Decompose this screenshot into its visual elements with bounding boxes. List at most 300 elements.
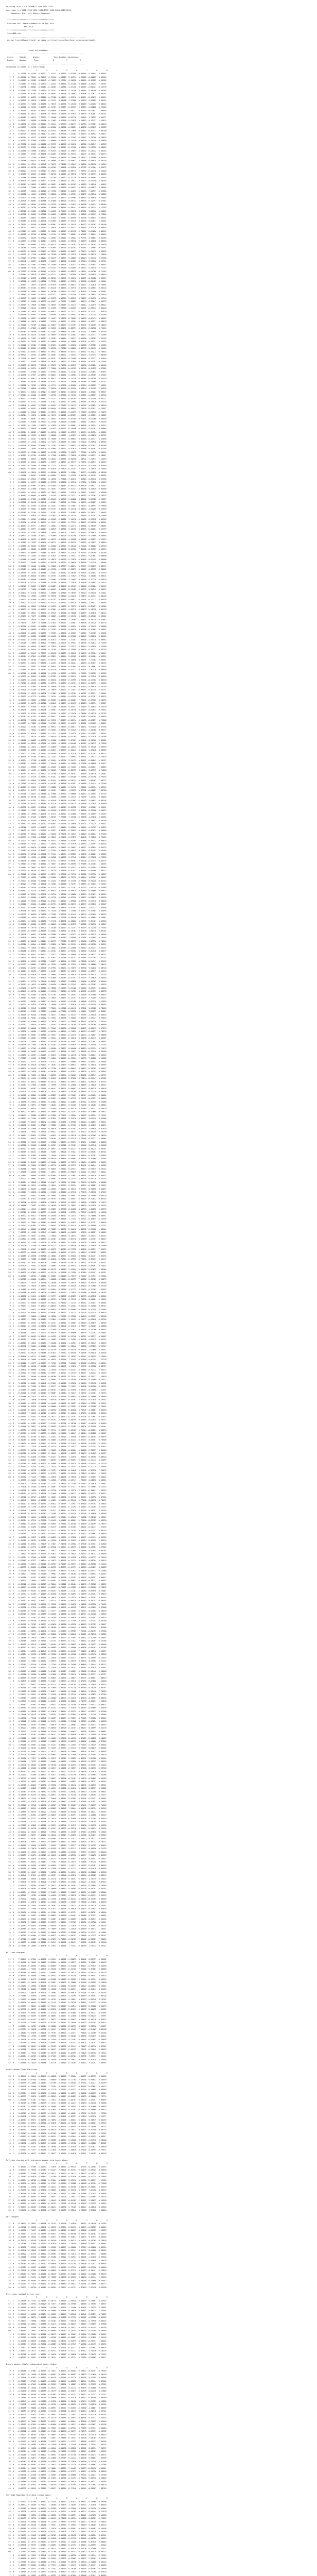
listing-line: 6 H 9.78361 7.46999 -0.96790 -0.28980 5.83779 0.93678 0.42353 -0.70907 -0.06595 xyxy=(6,1697,107,1699)
listing-line: 10 C -0.04733 5.74606 0.90158 2.70319 -0.11948 9.45456 0.30463 5.01252 0.00446 xyxy=(6,103,107,105)
listing-line: 18 C 0.53320 -7.96931 -0.86986 6.35408 6.32442 1.82973 -0.61423 -0.40115 0.99506 xyxy=(6,933,107,936)
listing-line: 26 H 0.29746 8.60340 0.48289 0.96758 -4.01646 0.02954 0.50806 -0.57104 0.22435 xyxy=(6,1764,107,1766)
listing-line: 26 C -0.90110 5.25977 -4.68759 -9.71725 0.07881 7.81602 0.49468 -0.60910 -6.53224 xyxy=(6,1362,107,1364)
listing-line: 21 C 7.93047 0.37341 -0.49272 0.29341 0.08982 -9.30633 -0.89142 0.09937 -0.94262 xyxy=(6,1958,107,1960)
listing-line: 22 C 6.56070 -0.28311 0.60281 0.37557 -8.66084 2.35888 -0.14568 -0.13424 0.72668 xyxy=(6,2182,107,2184)
listing-line: 7 C 0.67575 5.42121 -4.33068 0.81191 0.37581 -0.38332 0.70733 -4.75677 -1.29878 xyxy=(6,1700,107,1702)
listing-line: 18 C 5.21879 0.40163 -0.53549 -0.41295 5.71742 -0.29748 6.33711 -0.38777 -0.96687 xyxy=(6,1335,107,1337)
listing-line: 5 H -0.80802 -5.32176 0.58111 -9.99014 0.67806 -0.66675 -0.31964 0.98089 -0.06632 xyxy=(6,890,107,892)
listing-line: 28 C 0.17474 4.39266 7.51115 -0.49465 0.13407 -6.71365 5.95216 -0.85631 1.09859 xyxy=(6,766,107,768)
listing-line: 7 C 3.81507 -0.29533 0.26035 -4.45293 0.79763 -0.87509 -8.46168 -1.27941 0.85983 xyxy=(6,2574,107,2576)
listing-line: 13 C 0.83485 0.16419 0.42974 -6.40098 -0.27990 -0.46496 -0.35579 0.59084 8.44041 xyxy=(6,917,107,919)
listing-line: 7 C -9.57999 6.61463 -0.70879 -0.89591 -0.02336 -0.28867 -4.07896 -0.72671 -9.98191 xyxy=(6,93,107,95)
listing-line: 33 H -0.99420 0.24049 -0.37873 8.02461 0.30976 -0.29812 -0.75273 -0.64150 -4.58256 xyxy=(6,180,107,182)
listing-line: 53 C 8.74288 5.32845 6.58479 -5.01895 -5.53215 -0.63383 -3.41041 1.19985 0.52957 xyxy=(6,247,107,249)
listing-line: 4 H -8.00154 0.52610 9.36711 -9.51029 -1.49468 9.21639 -0.00931 -0.17689 4.43604 xyxy=(6,1891,107,1893)
listing-line: 17 H 0.40011 -4.47505 -5.31747 1.72076 0.50347 -0.99435 1.47745 -0.11962 0.52453 xyxy=(6,2165,107,2168)
listing-line: 7 C 0.45147 -2.50060 -5.33891 0.21726 9.91041 -0.63230 -9.24357 0.88029 8.06336 xyxy=(6,896,107,899)
listing-line: 24 C -0.72539 0.79016 0.97032 0.58052 -3.54544 -9.95370 -0.79875 7.04458 -0.53513 xyxy=(6,2189,107,2191)
listing-line: 31 C -7.55221 5.30907 0.82732 3.06867 0.84608 0.24744 -2.05118 -0.85726 0.53792 xyxy=(6,1178,107,1180)
listing-line: 60 C 0.88819 0.55189 -2.30916 0.63855 0.51830 -4.18827 -2.96279 0.68841 -1.80813 xyxy=(6,1676,107,1679)
listing-line: 10 H 0.66605 -0.28548 -8.19307 -0.31816 2.05624 0.33229 -0.20977 -0.65513 -0.97908 xyxy=(6,1710,107,1713)
listing-line: 1 2 3 4 5 6 7 8 9 xyxy=(6,2296,108,2298)
listing-line: 39 C -0.57532 -0.01347 0.99077 -1.30513 -6.85948 8.30633 -3.70893 8.45276 -9.03575 xyxy=(6,2018,107,2021)
listing-line: 50 H -0.92517 0.57459 -0.48388 -0.32913 2.76955 -1.31361 -1.96056 2.55710 -0.89952 xyxy=(6,638,107,641)
listing-line: 41 C 0.80711 1.57022 0.78883 -1.61668 -0.77186 0.29930 -0.26007 7.81199 -0.80821 xyxy=(6,1010,107,1012)
listing-line: 14 C -9.29184 -3.53961 6.88340 0.44463 -6.90021 7.16478 -0.64451 0.73318 0.05943 xyxy=(6,518,107,520)
listing-line: 26 C 0.31084 8.98405 -6.39540 3.88357 -5.11728 -1.29921 6.69582 5.04064 0.36118 xyxy=(6,2196,107,2198)
listing-line: 59 C 8.22488 -0.59920 2.98037 0.87223 -7.03781 -5.53455 -8.74323 -0.38243 5.76535 xyxy=(6,1472,107,1475)
listing-line: 14 H -0.86900 -0.18266 -3.62586 8.38152 -1.85391 -0.01115 0.82339 -0.42886 -0.32483 xyxy=(6,2386,107,2389)
listing-line: 9 H 0.59984 0.25428 -0.93338 0.32242 -4.73757 3.57639 -6.40183 -0.99809 -7.65458 xyxy=(6,1707,107,1709)
listing-line: 33 C 3.19590 -1.74117 4.41229 -4.02272 -0.01326 -0.88557 0.19068 0.35129 2.13555 xyxy=(6,2229,107,2231)
listing-line: 29 H 0.22141 1.51569 -0.48823 0.32671 -0.56412 -0.61750 0.63571 -8.53884 -7.65286 xyxy=(6,1774,107,1776)
listing-line: 3 C 0.94176 -2.49477 -8.50180 -0.53936 -4.03438 6.19316 6.27666 9.79638 -0.15193 xyxy=(6,481,107,483)
listing-line: 4 H 0.03369 -0.33141 -0.42697 -0.52459 0.14117 -0.40501 0.67639 -0.71433 -1.79338 xyxy=(6,2112,107,2114)
listing-line: 18 H -0.23018 4.15003 -0.49743 0.46463 -0.07476 -0.40756 0.47425 -2.26252 0.10823 xyxy=(6,1737,107,1739)
listing-line: 43 C 0.47297 6.72677 0.03082 -3.90869 -0.49363 -9.19436 0.50455 -3.45122 0.33401 xyxy=(6,615,107,617)
listing-line: 23 H -8.32759 5.97402 -0.54240 -2.27461 3.81713 -0.17166 0.58154 5.91950 0.18055 xyxy=(6,146,107,148)
listing-line: 28 H -3.41718 0.46262 5.55641 0.02593 -9.99674 -0.52023 8.19496 -0.06413 0.21068 xyxy=(6,1569,107,1572)
listing-line: 59 H 0.42846 5.87011 -0.78735 0.55227 -9.99048 -0.09216 2.13126 -0.82585 0.08374 xyxy=(6,1874,107,1876)
listing-line: 6 H -4.40364 0.09371 0.40350 -0.78892 -6.62106 1.60031 -0.40261 0.78579 0.34249 xyxy=(6,2119,107,2121)
listing-line: 52 C 0.68822 -0.96084 -7.10717 0.94475 -0.78455 -0.76283 -0.37279 -6.26783 0.55436 xyxy=(6,243,107,246)
listing-line: 54 H -0.84757 -0.63448 0.76173 -0.78239 5.35631 -0.00257 -0.73573 5.76115 0.33035 xyxy=(6,250,107,252)
listing-line: 56 H 5.01938 -0.25000 -0.83116 -7.72394 -0.12310 -5.62277 0.82365 -9.03601 0.35475 xyxy=(6,2085,107,2088)
listing-line: 52 C -1.24537 0.57209 0.57529 -1.64300 6.74297 0.00466 8.88529 -0.57534 9.71073 xyxy=(6,1047,107,1049)
listing-line: 14 H -0.40398 -7.05298 -0.46547 -0.99312 -7.82099 -6.22514 6.21433 -0.43297 -0.79808 xyxy=(6,719,107,721)
listing-line: 10 H 6.12037 -0.74690 -0.13258 4.05607 -8.11351 -0.86987 -0.70823 -2.27658 -0.70130 xyxy=(6,2373,107,2376)
listing-line: 48 H -0.65276 0.44304 3.51595 7.27229 -1.83145 0.15535 7.55367 7.27709 -5.61265 xyxy=(6,632,107,634)
listing-line: 17 C 5.73465 -0.26181 -9.26295 -9.50866 -3.84902 -9.07416 0.39517 0.58459 -2.40389 xyxy=(6,2397,107,2399)
listing-line: 55 C -5.52443 4.00352 3.63434 -0.49035 -2.84474 7.83548 -0.02341 -9.87817 0.74031 xyxy=(6,2313,107,2315)
listing-line: 59 C 2.89052 0.80563 0.60411 0.82028 0.71425 -6.54793 2.21871 4.29810 0.73446 xyxy=(6,468,107,470)
listing-line: 52 H -0.73205 -0.54160 -7.48268 3.76337 -4.02349 9.40364 -7.56019 -9.48285 0.83270 xyxy=(6,2524,107,2526)
listing-line: 60 C 2.55470 0.28954 0.99331 -0.88306 0.33728 3.55864 -7.06773 -0.01838 -0.96168 xyxy=(6,471,107,473)
listing-line: 55 C -2.61291 -6.17138 0.85212 -0.79180 5.49889 0.23519 4.36960 -9.68270 -1.78026 xyxy=(6,253,107,256)
listing-line: 1 H -0.53943 0.22201 -0.82108 -0.38475 -0.81467 0.13607 8.62526 0.79680 6.30255 xyxy=(6,2333,107,2335)
listing-line: 3 H 0.31367 0.27058 -2.93081 2.76998 2.27735 -0.45808 8.88469 -2.78078 -0.03927 xyxy=(6,1084,107,1086)
listing-line: 3 C 8.45053 -3.70876 0.18891 -0.43476 -3.76689 6.95448 3.82810 -0.17880 -0.37209 xyxy=(6,1285,107,1287)
listing-line: 14 H -3.57167 -0.57207 -3.93964 -0.20388 -0.16739 0.81936 -8.13237 -0.67011 6.80830 xyxy=(6,2145,107,2148)
listing-line: 12 C -7.39078 5.66598 6.10957 0.60388 -3.18844 0.46008 -0.07169 -3.33916 -5.98200 xyxy=(6,2139,107,2141)
listing-line: 16 C -0.42176 -0.58471 -3.88597 5.38477 -9.56259 0.04078 5.91307 7.94102 0.00718 xyxy=(6,2152,107,2155)
listing-line: 30 C -3.36351 6.05127 -0.23323 -0.75266 4.04870 -0.58781 1.45850 4.08316 -5.16461 xyxy=(6,772,107,775)
listing-line: 36 H -0.78579 4.95199 -2.99949 -8.50240 -2.42095 5.86214 -0.26655 0.55765 -0.76836 xyxy=(6,2239,107,2242)
listing-line: 49 H -0.14416 -0.22223 0.19147 1.58668 -2.21871 4.07879 0.22076 -0.90670 0.82799 xyxy=(6,434,107,436)
listing-line: 24 H -0.19556 -0.77877 0.04336 -5.19273 0.66912 2.25823 -0.86151 9.87380 -4.99126 xyxy=(6,1757,107,1759)
listing-line: 29 H -0.24824 -1.08205 -6.12200 -1.79981 9.16847 -5.56284 -0.57468 -2.98843 0.81445 xyxy=(6,1573,107,1575)
listing-line: 33 H 0.71105 -9.06113 0.51170 -0.04785 0.99548 -0.62991 -0.15860 4.34114 -0.12269 xyxy=(6,783,107,785)
section-title: Mulliken charges: xyxy=(6,1951,25,1954)
listing-line: 44 H 1.13769 4.60597 0.23747 -5.30933 9.94907 -0.64180 -9.71931 -0.04486 4.60408 xyxy=(6,417,107,420)
listing-line: 45 H 0.73039 7.18167 0.70388 -5.47025 0.99013 1.54861 -5.09628 -0.53420 0.03176 xyxy=(6,622,107,624)
listing-line: 55 C 1.86240 0.34891 -5.52203 -7.88709 0.40483 -0.94691 -0.00440 -2.24443 8.62097 xyxy=(6,1459,107,1461)
listing-line: 59 H -0.48410 1.43596 0.71985 0.38046 -0.25728 -0.20572 0.11539 0.43444 -4.83136 xyxy=(6,2326,107,2329)
listing-line: 19 H 6.09182 0.53729 0.66086 2.63863 -0.99939 -0.88199 -0.98886 1.12080 -8.87800 xyxy=(6,1740,107,1742)
listing-line: 30 H -0.58995 0.19103 0.89588 -1.54407 -0.46262 0.28205 0.92929 -0.74652 -0.57253 xyxy=(6,571,107,574)
listing-line: 9 H -3.66212 -0.34140 -0.09642 4.67481 7.08342 0.79900 0.61599 -0.03821 0.12034 xyxy=(6,501,107,503)
listing-line: 44 C -0.95722 0.79702 4.25737 0.62030 0.88688 0.43536 0.40153 -5.97325 4.26457 xyxy=(6,1623,107,1625)
listing-line: 27 H -0.79425 0.40958 -7.59028 0.24315 -0.11475 1.17876 -7.37972 0.23128 0.08737 xyxy=(6,1365,107,1367)
header-line: Gaussian, Inc. All Rights Reserved. xyxy=(6,12,51,14)
listing-line: 20 C 4.00189 5.98868 -0.66130 -6.88957 0.02207 6.81653 4.25600 -1.28807 0.00609 xyxy=(6,2406,107,2409)
listing-line: 16 H -0.47680 0.86180 6.92164 0.07603 -8.87843 -8.41427 3.88117 6.77332 -0.17131 xyxy=(6,2393,107,2396)
listing-line: 45 H 0.21342 0.01601 0.70543 3.80444 3.99083 0.93418 -0.13771 0.98586 -4.11137 xyxy=(6,1225,107,1227)
listing-line: 35 H 8.92344 -0.61577 3.43201 0.16161 7.98174 1.21339 0.67701 -0.28627 -7.85708 xyxy=(6,789,107,791)
listing-line: 10 C 0.25967 -0.51902 0.82370 -0.87269 0.93505 7.16032 0.42088 0.37059 -5.21262 xyxy=(6,2132,107,2134)
listing-line: 39 H 1.49477 -0.41213 -0.60543 0.55724 0.65613 -5.80376 -3.86840 -7.38572 -7.96065 xyxy=(6,602,107,604)
listing-line: 2 C 7.39232 3.63837 0.85151 -0.07214 0.73148 -9.60785 -0.67980 -4.74949 -0.02524 xyxy=(6,1683,107,1686)
listing-line: 41 C 0.29168 3.82330 1.99323 -0.45488 -2.96322 0.32931 -0.33106 1.17618 -8.92550 xyxy=(6,2256,107,2258)
listing-line: 26 H 4.12174 -1.97788 0.54822 0.23044 0.57726 3.54132 -0.41427 -0.88843 -5.25137 xyxy=(6,759,107,761)
listing-line: 29 H 9.10194 0.11196 -2.93270 -0.50303 7.66641 -0.82995 9.54124 5.13915 -0.71848 xyxy=(6,769,107,771)
listing-line: 40 H 2.58899 -0.98275 0.11922 -2.62346 -2.50909 -0.04400 -0.35766 0.46241 6.63152 xyxy=(6,1810,107,1813)
listing-line: 48 H -8.69324 2.88203 -7.04475 0.02918 0.29165 -0.63313 9.09174 -8.34534 0.53081 xyxy=(6,431,107,433)
listing-line: 23 C -9.39240 0.60203 2.40012 -0.00609 7.19676 0.94408 -0.85827 -0.73675 -0.37038 xyxy=(6,1964,107,1967)
listing-line: 9 H 0.99593 3.04690 0.20399 -0.98519 -0.34927 -8.26517 -0.31817 0.53380 -0.09776 xyxy=(6,2129,107,2131)
listing-line: 55 C 4.46013 4.72882 -0.04552 -2.69676 3.43613 0.26349 -0.55944 0.19582 -5.57142 xyxy=(6,1660,107,1662)
listing-line: 15 H 3.07296 0.43705 -2.50077 0.12247 -0.64284 0.73794 -0.80873 -8.52358 0.81854 xyxy=(6,521,107,523)
listing-line: 23 H -5.95619 -0.88151 6.33016 1.94865 1.99100 0.77821 0.52239 -0.96103 0.83744 xyxy=(6,1151,107,1153)
listing-line: 44 H -0.79570 -0.12788 5.62569 0.85590 0.48050 0.20182 0.44530 0.84815 -0.84412 xyxy=(6,2035,107,2037)
listing-line: 13 H 0.39298 5.98860 -3.33119 8.80993 -1.04484 9.57365 0.46160 -0.15968 -0.21511 xyxy=(6,1921,107,1923)
listing-line: 5 H 7.20790 2.80581 -0.95181 -0.28502 -2.12886 0.47448 0.91287 -2.80427 -0.11776 xyxy=(6,86,107,88)
listing-line: 31 C -2.35674 7.78849 -1.59302 -0.65507 0.72365 0.66822 0.68480 -0.16727 -3.00557 xyxy=(6,1580,107,1582)
listing-line: 47 H 6.32365 -0.86340 -4.84679 0.45989 -0.52353 -0.22506 4.91109 0.24226 0.01604 xyxy=(6,2507,107,2510)
listing-line: 21 H -0.42094 0.76436 0.46613 0.56090 8.51140 6.20808 -0.47578 -0.19171 -0.13192 xyxy=(6,341,107,343)
header-line: Mar-2014 xyxy=(6,26,33,28)
listing-line: 52 H -0.12248 -0.19129 -0.21277 2.08128 0.50352 -0.63525 2.97994 0.51313 -0.85403 xyxy=(6,1851,107,1853)
listing-line: 56 H 0.82858 0.64300 0.63392 0.85055 -7.34722 -1.49211 -9.23783 8.92181 -3.80333 xyxy=(6,1864,107,1867)
listing-line: 43 C -1.53061 0.42936 -2.00146 0.79792 -0.03324 -2.24477 1.74820 -5.14360 0.62156 xyxy=(6,2031,107,2034)
listing-line: 31 C 3.16281 5.03644 0.44204 7.48740 4.11411 -0.98970 2.73791 0.96733 -8.84405 xyxy=(6,173,107,175)
listing-line: 24 H -0.67447 -6.03361 -5.34311 0.29811 -0.08140 -0.83333 5.85511 6.44273 -0.70643 xyxy=(6,350,107,353)
listing-line: 15 H -0.56565 -0.20133 0.86857 6.19899 3.11377 2.23020 0.45359 0.36112 1.18441 xyxy=(6,1928,107,1930)
listing-line: 21 C -0.37105 0.75253 -6.44470 -0.90772 2.09679 -0.89720 -7.96253 -0.79613 0.60934 xyxy=(6,541,107,544)
listing-line: 39 C -0.39168 0.35536 6.55890 0.60868 -0.42823 -0.28202 0.92386 0.99188 -0.79401 xyxy=(6,1405,107,1408)
listing-line: 41 C 0.34054 -0.24781 -0.51724 8.90286 0.14761 -8.68733 -3.56267 9.68956 7.61257 xyxy=(6,2025,107,2027)
listing-line: 56 H -0.16113 -7.52572 -8.76938 -2.87311 -0.58863 -3.48800 -8.76457 -0.66543 -0.50585 xyxy=(6,1060,107,1063)
listing-line: 7 C -4.38452 9.09405 0.30459 1.42155 -1.45790 0.13211 0.48202 0.11383 0.16333 xyxy=(6,495,107,497)
listing-line: 29 C -7.43098 4.83359 0.91764 -7.48911 0.98989 -6.56079 -0.55102 -0.77649 -2.48311 xyxy=(6,1171,107,1173)
listing-line: 33 C 1.21545 0.80068 0.29257 0.25153 0.92449 0.70651 -0.97033 5.85348 8.79707 xyxy=(6,1998,107,2001)
listing-line: 46 C 4.63786 1.54235 -5.52435 0.07217 7.93484 -3.63803 -5.60185 0.74755 0.02853 xyxy=(6,826,107,828)
listing-line: 14 C 0.06053 0.46291 -3.71331 -0.41751 -0.83611 9.16067 -0.69184 0.29079 1.84945 xyxy=(6,1321,107,1324)
listing-line: 22 C 4.85802 -6.13872 -1.84739 -9.42850 7.66118 -8.10922 0.72109 0.79426 0.09993 xyxy=(6,745,107,748)
listing-line: 60 H -0.77591 0.43100 -8.82665 0.93741 0.13815 -0.88539 -0.70111 -0.61766 8.71142 xyxy=(6,270,107,273)
listing-line: 16 C 0.39100 4.08608 3.25394 -3.52469 -0.41511 -0.72671 -6.70010 0.74266 -9.08453 xyxy=(6,1328,107,1331)
listing-line: 54 C 0.07373 -0.81658 -0.67963 9.61437 0.57575 1.13940 -1.03018 8.38460 0.00010 xyxy=(6,1455,107,1458)
listing-line: 31 H -0.34524 9.28541 -1.94796 0.13143 3.17790 7.43836 1.30787 -9.78146 -0.11383 xyxy=(6,2223,107,2225)
listing-line: 4 C -1.37603 7.19513 -0.82049 0.97078 0.85876 0.86814 -0.16157 3.12826 0.76048 xyxy=(6,283,107,286)
listing-line: 31 C -7.52135 0.38585 -3.54775 -0.13449 -4.10091 -7.12440 0.90908 7.75454 -1.99734 xyxy=(6,2444,107,2446)
listing-line: 30 H -0.97421 -0.74878 0.06718 -2.05333 -0.65274 -2.13323 -7.88306 9.80333 -7.34568 xyxy=(6,2440,107,2443)
listing-line: 5 C -0.88363 0.02184 -0.45747 0.81426 0.45430 -0.54970 -0.61748 -0.20653 0.06216 xyxy=(6,287,107,289)
listing-line: 19 H 0.71772 -2.30718 -9.09611 4.09439 0.49186 -0.63765 -1.39583 0.52926 -0.16198 xyxy=(6,736,107,738)
listing-line: 56 H 1.92267 -3.62140 -2.27246 1.77195 0.57958 -0.25466 -3.00840 -7.19444 -0.96727 xyxy=(6,1663,107,1666)
listing-line: 26 C -1.87106 -0.36497 0.07239 0.26079 0.81749 0.73016 -0.42095 -9.07459 0.03608 xyxy=(6,558,107,561)
header-line: ****************************************** xyxy=(6,29,55,31)
listing-line: 36 H -0.32437 -0.19153 9.76286 0.16674 0.96007 -9.15329 -0.69402 -3.51303 0.95231 xyxy=(6,1596,107,1599)
listing-line: 26 C -6.18176 0.56199 -8.27812 -7.62877 -0.40370 0.79292 -0.70388 -0.94347 0.39513 xyxy=(6,960,107,962)
listing-line: 31 C -4.20345 -0.20829 5.69607 -0.58048 -0.44867 1.00832 -0.31469 -0.70757 0.50243 xyxy=(6,1781,107,1783)
listing-line: 16 H -6.48097 -0.87277 2.98645 -4.28601 -1.70250 0.43172 -4.49846 -9.38409 7.68501 xyxy=(6,524,107,527)
listing-line: 39 C -8.74700 0.05752 -0.34565 6.81216 -0.83718 -0.06134 -0.44805 4.71819 0.64889 xyxy=(6,803,107,805)
listing-line: 6 H -4.71742 -7.64832 4.21502 0.74158 4.42318 -0.81224 0.60305 -8.13495 -0.82469 xyxy=(6,1897,107,1900)
listing-line: 38 C -0.91313 -7.08282 -0.25857 -6.50429 -0.82212 -0.67488 -8.50686 0.82330 2.23628 xyxy=(6,1000,107,1003)
listing-line: 47 C 0.00119 -1.98277 -7.45482 -0.28240 -0.63619 0.69693 -3.62286 -0.64817 8.66349 xyxy=(6,1834,107,1836)
listing-line: 19 C 9.80581 -2.51809 4.14978 0.48711 -8.25523 -0.38713 4.19573 0.58224 -3.18870 xyxy=(6,2172,107,2175)
listing-line: 27 C -9.32622 -7.53489 0.23840 -0.30263 -1.29672 -8.47659 0.97551 0.31181 -0.17446 xyxy=(6,361,107,363)
listing-line: 45 H -9.70225 0.64718 0.04030 6.41247 -8.58633 -0.95316 -4.32467 -0.16074 4.79295 xyxy=(6,1827,107,1829)
listing-line: 22 C -9.55556 -8.70045 -0.14462 -0.82865 -6.01166 -5.48577 0.39084 3.15861 5.84499 xyxy=(6,1961,107,1963)
listing-line: 39 H 0.18806 7.74597 0.61834 0.40269 -0.46031 -5.78832 5.40629 0.67038 -0.16744 xyxy=(6,1205,107,1207)
listing-line: 37 C -7.05684 0.30267 -3.45362 -4.76929 -2.15492 0.24142 0.17775 -7.52169 -3.01432 xyxy=(6,997,107,999)
listing-line: 57 C 9.23603 8.37303 3.04501 -5.76037 -0.44629 8.66590 -0.76086 0.47383 -1.45396 xyxy=(6,863,107,865)
listing-line: 13 C 0.96168 0.21563 -0.65462 -0.34174 -0.96920 -7.34508 -3.53729 -0.17254 0.05598 xyxy=(6,1720,107,1722)
listing-line: 23 H 0.25778 0.00892 -0.21729 -0.84063 -1.32690 6.71956 -0.40200 -0.51505 8.76020 xyxy=(6,1754,107,1756)
listing-line: 29 H -0.27191 -3.29398 0.45056 0.53710 -1.19162 8.02769 0.21647 -0.81633 -0.19687 xyxy=(6,1985,107,1987)
listing-line: 37 H 0.37629 -9.66367 0.96585 -4.37320 -4.10451 -0.92885 8.46991 -5.39721 -0.61985 xyxy=(6,2011,107,2014)
listing-line: 57 C -6.53044 -7.26998 1.59954 0.55102 0.91534 -7.96476 -2.63434 -5.71956 -6.60314 xyxy=(6,2319,107,2322)
listing-line: 11 C 0.23946 -9.97042 -0.80351 0.84476 7.87269 -0.43278 -3.46236 9.97505 -0.08056 xyxy=(6,2377,107,2379)
listing-line: 11 C 3.96356 -0.70435 -0.89353 0.74240 -0.73485 7.73500 0.62547 9.93904 -2.44659 xyxy=(6,910,107,912)
listing-line: 13 H 0.94624 -0.71184 -0.06357 0.87894 6.58891 -2.54570 0.08917 0.01110 0.42480 xyxy=(6,1117,107,1120)
listing-line: 49 H -5.87063 -0.40587 -1.77358 4.93544 -0.96107 0.15016 -6.66590 -2.01449 6.81387 xyxy=(6,1037,107,1039)
listing-line: 32 C -0.13705 -2.84053 7.02692 -0.92990 -7.86780 0.56416 -0.18572 0.46975 -2.59551 xyxy=(6,1784,107,1786)
listing-line: 1 H -0.32132 -0.69569 -3.56061 -9.07382 -9.17550 0.30479 2.65818 0.17540 -8.30650 xyxy=(6,675,107,677)
listing-line: 57 C 7.52821 1.97385 -2.86034 5.12440 -2.71391 -0.20242 2.53541 0.13020 -6.61857 xyxy=(6,1667,107,1669)
listing-line: 59 C -0.43986 0.73104 -0.22357 -0.61234 -9.29090 0.03605 -0.58111 -0.16330 2.77152 xyxy=(6,267,107,269)
listing-line: 57 C -0.26004 -5.31524 -3.60622 -3.15235 0.29600 9.79244 9.44384 -6.72779 7.45036 xyxy=(6,1466,107,1468)
listing-line: 19 H -0.24048 -0.34216 -0.81187 -8.50849 -0.94126 0.52683 7.48277 0.13317 -2.12389 xyxy=(6,334,107,336)
listing-line: 60 H 0.52913 7.60734 -7.13426 6.49863 -0.68026 -0.75319 0.75207 0.74911 0.29964 xyxy=(6,1275,107,1277)
listing-line: 33 C -5.22488 -0.26311 0.95718 -3.18424 0.37923 -9.99254 -1.32879 -0.10807 0.13691 xyxy=(6,1184,107,1187)
listing-line: 46 C -7.55350 -5.46382 3.76578 4.08591 0.98176 7.87431 -0.66821 -1.75291 -5.98011 xyxy=(6,2042,107,2044)
listing-line: 1 C -1.72659 6.50506 7.06181 -4.99460 2.43459 0.70739 -4.00334 -1.82107 0.30567 xyxy=(6,876,107,878)
listing-line: 19 C 6.45705 0.48739 0.67269 -6.25540 4.69230 -0.24053 0.52914 0.43255 -2.83376 xyxy=(6,1539,107,1541)
listing-line: 31 C -0.23773 -4.57776 6.28764 0.97251 0.89444 -0.69186 -7.24666 8.94796 -4.75454 xyxy=(6,776,107,778)
listing-line: 34 C -5.45267 -0.28692 3.15055 -0.56651 0.94492 0.65183 -0.16183 1.58248 -1.41015 xyxy=(6,183,107,185)
listing-line: 28 H -9.89352 8.18381 0.59937 0.30422 2.53927 -0.63793 0.69038 3.37620 -3.38186 xyxy=(6,1770,107,1773)
listing-line: 59 C 7.21665 8.06147 9.13263 0.62326 -3.35468 8.02512 0.61891 2.82176 0.00658 xyxy=(6,669,107,671)
listing-line: 43 H 1.44264 -0.87825 -0.75660 -3.86240 2.88777 -6.92584 8.42515 0.77062 0.89420 xyxy=(6,2484,107,2486)
header-line: ---------------------------------------------------------------------- xyxy=(6,42,85,45)
listing-line: 38 H -0.80562 -0.94599 0.56499 0.30893 -0.24547 -0.11058 0.29386 6.96245 -1.37997 xyxy=(6,2015,107,2017)
listing-line: 16 H 0.54578 0.22034 -0.82584 -2.44444 5.07733 -1.00171 -0.11754 0.77661 -0.50413 xyxy=(6,123,107,125)
listing-line: 41 H 0.38633 -0.73290 -0.05171 0.67681 -0.15229 0.89310 0.50433 0.18758 -0.84728 xyxy=(6,608,107,611)
listing-line: 10 C 0.05340 -4.90724 -1.72702 2.91409 0.55593 0.86778 -3.77984 2.50737 -0.55470 xyxy=(6,1107,107,1110)
listing-line: 40 C 5.89146 -0.50436 -3.65346 0.51235 -6.61403 -0.75079 8.61471 -0.83697 -0.26586 xyxy=(6,605,107,607)
listing-line: 58 C -0.83940 0.93747 1.69067 -3.05093 0.05820 -0.27193 0.65514 -0.83959 1.57442 xyxy=(6,2544,107,2546)
listing-line: 55 H 4.06404 6.67841 -0.87525 -0.93891 1.31164 5.81902 8.08359 0.24264 -0.42391 xyxy=(6,655,107,657)
listing-line: 48 H -4.47514 -0.20357 -0.25797 3.76920 -7.18639 0.18374 -1.50497 0.30333 3.84722 xyxy=(6,1234,107,1237)
listing-line: 51 H -0.63177 -2.17378 0.44118 -0.43319 -0.59356 0.35512 -1.55050 5.67293 0.02832 xyxy=(6,1446,107,1448)
listing-line: 46 C -0.90741 0.88366 -0.16869 0.70283 -1.80796 0.94016 5.88992 -5.97102 -1.06241 xyxy=(6,1228,107,1230)
listing-line: 19 C -0.17014 1.65372 -0.85920 7.06764 -0.81575 -0.51316 6.76260 8.51277 -6.30084 xyxy=(6,1138,107,1140)
listing-line: 1 C 1.22608 1.06267 -3.81267 -0.05604 7.36257 2.42550 0.85790 0.14395 4.03404 xyxy=(6,474,107,477)
listing-line: 15 C -6.04227 6.11943 8.63092 -8.63126 -0.98646 2.21476 -4.73877 9.52169 -0.66088 xyxy=(6,1325,107,1327)
listing-line: 3 C -7.36223 -7.17584 -0.18248 0.74562 -0.13080 4.72197 0.20894 -6.73654 0.21947 xyxy=(6,883,107,885)
header-line: Copyright (c) 1988,1990,1992,1993,1995,1998,2003,2009,2013, xyxy=(6,9,72,11)
listing-line: 31 C -0.16538 0.47947 -0.08831 0.00851 -0.46462 5.16984 -0.20718 -0.09389 -0.67401 xyxy=(6,374,107,376)
listing-line: 9 C -0.60953 -5.72368 -9.07639 9.27872 -5.96699 0.46926 0.44675 0.24934 0.93876 xyxy=(6,1908,107,1910)
listing-line: 12 H -5.85271 -0.99564 -2.96965 9.42867 -0.58479 0.62623 -2.14180 0.02977 -0.02464 xyxy=(6,1918,107,1920)
listing-line: 44 H 0.27169 -0.62840 -2.46588 0.55291 0.38740 2.44513 -2.95490 0.49578 -6.16238 xyxy=(6,1824,107,1826)
listing-line: 9 C 0.45015 0.28977 -0.76155 7.28284 -5.49374 0.91165 3.21236 8.15183 -0.98922 xyxy=(6,1104,107,1106)
listing-line: 50 C 9.53429 -0.90345 4.47497 -0.30238 3.53086 -0.37622 6.45508 0.03555 0.78155 xyxy=(6,1442,107,1445)
listing-line: 42 H 0.36972 0.95317 0.94198 -0.45400 -0.98937 6.24434 7.03772 -0.28068 -0.60051 xyxy=(6,1214,107,1217)
listing-line: 51 H 5.64909 -0.73744 -1.15921 7.50454 0.77527 -0.97976 -4.15852 -1.74991 -0.84336 xyxy=(6,843,107,845)
listing-line: 38 C 7.03121 6.61060 0.71571 8.91752 0.02870 0.66977 -0.71591 -0.17773 6.05316 xyxy=(6,598,107,601)
listing-line: 58 H 0.23364 -1.62329 -8.07270 0.91610 -0.04561 0.10991 6.91152 0.80135 0.36629 xyxy=(6,2092,107,2094)
listing-line: 11 C 2.09628 -9.28112 0.62345 0.44456 2.63606 0.84603 2.16521 -0.78542 3.83428 xyxy=(6,307,107,309)
listing-line: 37 H -7.07227 -0.62480 0.24569 7.43750 -5.87406 0.72136 0.62065 -5.68527 0.06740 xyxy=(6,394,107,396)
listing-line: 55 H 5.19059 3.73088 -0.02185 -0.04848 -0.71914 -0.45359 4.76569 0.83677 0.65171 xyxy=(6,1258,107,1260)
listing-line: 55 H 7.77803 -1.21253 8.78867 -7.15664 0.30503 -0.92324 2.16795 7.12800 0.14502 xyxy=(6,1057,107,1059)
listing-line: 39 C -0.82326 0.97316 -0.47299 -0.00808 8.93270 -0.05928 7.88572 -0.31625 -0.97868 xyxy=(6,1606,107,1608)
listing-line: 12 H 0.09837 -1.26818 -1.31842 0.18206 1.72925 0.13580 -0.41943 0.67637 5.84928 xyxy=(6,1315,107,1317)
listing-line: 49 C 8.98020 1.28592 -0.96388 -0.20656 0.27710 0.28957 -0.88521 4.07090 0.41338 xyxy=(6,2514,107,2516)
listing-line: 35 H -0.11794 2.01106 -7.16469 -0.84598 0.65208 0.32093 0.62969 -0.47101 -0.66019 xyxy=(6,1593,107,1595)
listing-line: 40 H -0.24264 -4.10219 2.10271 0.45833 0.87718 -0.64060 -4.14763 1.46056 5.31979 xyxy=(6,1208,107,1210)
listing-line: 20 C -7.64420 0.66883 -6.16032 0.51680 6.84619 0.87507 0.66840 -0.20700 -9.85682 xyxy=(6,739,107,741)
header-line: ****************************************** xyxy=(6,19,55,21)
listing-line: 36 H 0.48479 0.11145 -9.30607 1.24040 -6.99914 -5.62963 -0.92190 6.92421 0.23061 xyxy=(6,1797,107,1800)
listing-line: 40 H -0.88822 -4.01475 -0.53407 -0.89095 -0.40003 0.71012 0.86559 -0.36372 1.58008 xyxy=(6,2252,107,2255)
listing-line: 2 C 0.26135 -8.42438 -8.86557 -0.68536 8.95576 -0.33990 4.71948 -0.27382 0.85490 xyxy=(6,679,107,681)
listing-line: 32 C 3.27966 -0.80669 0.59981 -7.61180 6.16512 -0.57236 0.35338 0.46564 -7.32802 xyxy=(6,176,107,179)
listing-line: 54 H -0.56516 -9.07630 5.99691 -1.66650 5.95816 0.17104 2.13340 9.69633 8.34979 xyxy=(6,2078,107,2081)
listing-line: 1 2 3 4 5 6 7 8 9 xyxy=(6,2366,108,2369)
listing-line: 3 C -0.00526 0.59363 -0.14288 5.50660 0.69893 -8.58565 0.42139 -0.99207 0.85167 xyxy=(6,1888,107,1890)
listing-line: 39 H 0.65514 -0.51141 -2.72608 5.81421 -0.81352 0.15985 4.89189 -0.24526 -0.31510 xyxy=(6,401,107,403)
section-title: Atomic-Atomic Spin Densities. xyxy=(6,2069,39,2071)
listing-line: 30 C 0.48721 -0.43551 3.43416 -1.88357 -0.45058 -0.71487 -0.21578 -0.92862 -0.01389 xyxy=(6,1777,107,1780)
listing-line: 3 H -0.88128 0.10032 -6.23843 -0.51055 9.09319 -0.41361 -0.15834 0.58869 0.88922 xyxy=(6,2109,107,2111)
listing-line: 53 C -0.38263 0.89429 0.16568 -6.73705 1.88555 -0.25989 -0.43878 -6.19727 -0.03730 xyxy=(6,649,107,651)
listing-line: 44 C 5.07287 0.96523 -4.80127 1.95919 -0.16713 0.97394 0.08825 -0.87356 0.40948 xyxy=(6,2266,107,2268)
listing-line: 60 H 0.90516 0.75405 -0.73246 -7.88923 0.60934 0.30185 0.83181 6.68347 -0.23791 xyxy=(6,1074,107,1076)
listing-line: 8 C 3.38666 -0.37623 -0.69813 -0.82455 0.52845 -9.84808 0.88260 5.25720 -6.23337 xyxy=(6,498,107,500)
listing-line: 60 H -5.70662 -0.21560 0.50777 0.58711 -3.97342 -0.71718 0.39302 9.57956 -0.18287 xyxy=(6,873,107,875)
listing-line: 4 H -0.53987 9.59225 -0.75362 -0.83889 -0.75338 -0.27949 -7.11986 -4.84499 -0.43191 xyxy=(6,2343,107,2345)
listing-line: 42 C 0.19019 -0.94240 -2.99280 -4.48337 -6.98217 0.45725 2.27949 -2.50326 -0.36029 xyxy=(6,1013,107,1016)
listing-line: 44 H 0.84731 -0.68241 -0.70801 -7.60357 -0.88884 -0.77246 5.02349 -0.00267 -1.88769 xyxy=(6,2487,107,2489)
listing-line: 9 C -1.19813 -2.55496 -0.46731 -0.43427 0.75721 1.68853 -1.00574 -6.93047 5.64275 xyxy=(6,300,107,302)
listing-line: 18 C -0.05384 -0.48366 -0.59362 6.52383 0.83460 -0.31857 -0.41701 -3.10099 -2.84259 xyxy=(6,330,107,333)
listing-line: 33 C -0.25037 -0.71938 0.73547 4.35177 -0.70668 3.71631 -2.31130 0.84306 -0.23295 xyxy=(6,1385,107,1387)
listing-line: 7 H -0.54802 -0.94090 0.26909 0.81037 -0.55165 2.07725 -0.71991 -8.47591 3.50060 xyxy=(6,1097,107,1099)
listing-line: 58 C 3.41667 0.76051 -0.18073 -0.53143 0.02939 0.41531 -0.31193 -0.53584 5.48388 xyxy=(6,866,107,869)
listing-line: 11 H -0.07175 -0.03665 0.39145 -0.98497 -0.88197 3.54775 9.72179 -0.63470 0.96625 xyxy=(6,1312,107,1314)
listing-line: 16 C -4.40792 5.02743 9.01012 -0.40648 -0.87653 -0.39986 0.53755 -0.27431 -0.11061 xyxy=(6,1931,107,1934)
listing-line: 21 H -8.39669 -8.88932 8.37526 -0.22820 0.60526 0.84406 -3.01912 0.30315 -0.72348 xyxy=(6,742,107,744)
listing-line: 56 C -0.37358 -4.34156 0.49086 -0.24050 -4.55401 -0.27730 0.09628 -0.50720 9.36025 xyxy=(6,2537,107,2539)
listing-line: 56 C 8.18810 1.90329 -1.93296 0.58152 -0.42351 8.90398 -1.18741 7.21914 -7.11094 xyxy=(6,457,107,460)
listing-line: 57 H 0.87525 -2.23397 8.24048 -3.28095 5.67087 -0.09534 -8.83290 0.89461 0.74452 xyxy=(6,1265,107,1267)
listing-line: 17 H 4.97848 2.92207 0.03513 0.86241 -0.60867 0.60956 0.09733 -4.16950 -0.16786 xyxy=(6,1734,107,1736)
listing-line: 16 H 5.56121 -3.52195 -9.16890 -0.96512 -6.20353 -0.08011 -0.60442 -9.07030 -0.37296 xyxy=(6,725,107,728)
listing-line: 49 H 8.96476 -7.98877 -3.72831 -9.85880 -0.94813 0.76950 -4.42310 5.90732 0.78221 xyxy=(6,1841,107,1843)
listing-line: 22 C -5.15226 -2.32184 -7.90706 0.87094 8.51509 5.09036 0.16358 -7.49983 0.12483 xyxy=(6,344,107,346)
listing-line: 12 C -0.28332 4.79150 0.54372 0.09667 0.85297 0.71831 -8.75189 7.63820 -0.85849 xyxy=(6,1717,107,1719)
listing-line: 49 H 0.52713 -0.77316 -0.91501 -8.36703 -4.39463 -0.36527 -4.41281 -0.79096 3.88177 xyxy=(6,2283,107,2285)
listing-line: 36 C 0.46782 -0.90706 -0.42906 -0.44849 -0.79096 0.71636 -0.04998 0.71248 2.87706 xyxy=(6,2460,107,2463)
listing-line: 19 H 0.82729 -3.80410 -8.74117 -0.25877 8.97728 -7.13263 0.41443 -0.50932 -0.34871 xyxy=(6,133,107,135)
listing-line: 55 C 0.29581 0.19922 -5.16710 0.54308 8.10691 0.97748 5.49614 0.73698 6.75369 xyxy=(6,856,107,858)
listing-line: 11 C 3.45945 0.99833 0.41409 0.61791 0.44931 0.45148 -0.90642 3.26209 0.47036 xyxy=(6,508,107,510)
listing-line: 20 C -1.88803 6.14815 0.92255 -7.96468 -0.59162 -1.41907 -0.53376 -0.70545 -5.58213 xyxy=(6,1342,107,1344)
listing-line: 23 C 9.00780 4.54398 -4.87869 0.54312 -0.50203 0.69768 -9.44179 -0.36587 5.31370 xyxy=(6,2185,107,2188)
listing-line: 22 H 5.41872 -9.15826 0.34047 0.70581 -3.87689 -0.24868 6.29012 -0.54474 -6.34122 xyxy=(6,946,107,949)
listing-line: 48 H -9.08933 4.83162 4.65792 -0.64005 0.07920 -0.31471 2.76972 -0.78772 6.64043 xyxy=(6,1837,107,1840)
listing-line: 33 C -1.29484 -0.06764 0.43660 0.81532 -0.24011 7.76466 -9.25060 -0.20889 -4.57742 xyxy=(6,381,107,383)
listing-line: 2 C -0.93721 0.82320 0.16180 -0.00784 -6.23971 0.41216 0.45857 -0.31188 -0.02267 xyxy=(6,277,107,279)
listing-line: 14 H 4.24211 -9.63529 3.38032 -0.09086 -0.52181 -1.89386 9.31104 -3.20833 5.98011 xyxy=(6,1121,107,1123)
listing-line: 51 C 0.28456 0.77233 -0.74195 0.50714 5.44299 2.09028 0.44539 5.19967 -0.41407 xyxy=(6,2299,107,2302)
listing-line: 5 H -0.38569 -7.14789 0.83060 9.41830 -8.74923 5.90218 4.73054 -6.09131 3.31319 xyxy=(6,1894,107,1896)
listing-line: 1 2 3 4 5 6 7 8 9 xyxy=(6,2072,108,2074)
listing-line: 2 C 5.03635 7.70216 3.18690 0.28486 -0.71399 0.30979 9.36454 0.89439 0.94904 xyxy=(6,1281,107,1284)
listing-line: 57 C -0.38092 8.16727 -0.61754 -6.95379 -0.17057 5.74408 -3.61686 0.37918 9.69830 xyxy=(6,2540,107,2543)
header-line: #p opt freq b3lyp/6-31g(d) nmr=giao scrf=(solvent=chloroform) geom=connectivity xyxy=(6,39,96,41)
listing-line: 36 H -5.29612 0.45508 -4.14146 0.51704 -5.04441 9.16461 2.11848 0.73080 0.00633 xyxy=(6,993,107,996)
listing-line: 34 C -4.69136 -5.31773 -8.43381 -0.78668 6.25995 0.97488 -0.11626 0.43191 0.33018 xyxy=(6,987,107,989)
listing-line: 58 H -0.37901 -0.36758 -1.60665 -4.74331 3.45748 0.54648 5.22942 -0.29278 7.90672 xyxy=(6,1469,107,1471)
listing-line: 25 C -0.30630 0.33168 -9.08942 8.11343 0.35742 -7.66607 0.35491 -2.78712 0.24610 xyxy=(6,756,107,758)
listing-line: 50 C -1.50995 -0.66219 -5.58162 -7.03104 -4.79733 -0.90039 -0.38484 0.79532 -0.59448 xyxy=(6,1643,107,1646)
listing-line: 28 H 1.17644 0.12291 6.19942 6.70473 3.73268 -9.13649 0.98256 -0.06156 -0.24354 xyxy=(6,163,107,165)
listing-line: 17 H -2.44436 1.79552 3.29878 0.09011 0.50090 -5.40132 -8.67172 -0.85159 -0.76199 xyxy=(6,1131,107,1133)
listing-line: 8 C -0.85012 -8.36626 0.60691 -4.94822 0.69769 7.27641 0.06418 0.65792 8.29853 xyxy=(6,1502,107,1505)
listing-line: 18 H 0.47044 -0.51401 -8.33848 2.76355 0.84129 -2.99537 -6.02915 0.40029 0.66070 xyxy=(6,531,107,534)
listing-line: 57 H 0.58050 6.29998 -2.85520 8.21596 -0.46841 -0.42713 -2.89155 -0.02978 -0.80949 xyxy=(6,1868,107,1870)
listing-line: 53 H -5.53695 0.31474 -4.23825 -0.96692 -0.03058 0.03950 -0.50977 7.16692 -0.84903 xyxy=(6,1854,107,1856)
listing-line: 11 H 0.44368 -0.26196 9.80959 -6.91761 -0.66283 0.05539 -9.56833 0.02888 -0.22203 xyxy=(6,106,107,108)
listing-line: 10 H -8.33436 0.52368 -5.16324 -0.22505 0.16293 0.67231 1.42593 -0.88301 0.06464 xyxy=(6,1911,107,1913)
listing-line: 46 C -6.11317 0.17404 -7.88032 0.47855 -9.72977 -0.00681 -0.00566 0.18124 -3.55213 xyxy=(6,424,107,427)
listing-line: 53 H 1.88589 0.42739 -7.18579 -1.13520 0.85985 -0.81081 0.45474 3.84902 -0.25490 xyxy=(6,2527,107,2530)
listing-line: 6 H 7.33505 -0.41144 8.11934 -6.08728 9.06824 -9.13014 6.97188 -0.23788 -0.87870 xyxy=(6,2571,107,2573)
listing-line: 35 H -0.08245 -0.46710 -0.31061 -9.21596 -7.93904 -0.71765 4.42961 -6.94779 0.85678 xyxy=(6,990,107,992)
listing-line: 20 C 2.69016 -0.23601 -4.22102 -9.31241 4.09414 -5.23594 0.72205 -5.19239 -6.43604 xyxy=(6,1743,107,1746)
listing-line: 48 H -0.32200 -7.69410 -0.32999 -0.90497 0.86367 -0.85123 -1.73131 0.70045 -9.46553 xyxy=(6,2048,107,2050)
listing-line: 40 C 0.44306 -0.30477 -4.12671 0.06996 -5.35888 6.83368 0.78945 -1.18861 -6.83556 xyxy=(6,1409,107,1411)
listing-line: 40 H -9.45319 -0.71783 -6.65243 2.74177 0.19919 0.46783 -0.74707 0.43104 -0.19539 xyxy=(6,1609,107,1612)
listing-line: 31 C 0.54159 -0.08586 1.48825 5.29604 0.71079 9.39309 -3.89789 0.15560 -0.73317 xyxy=(6,1379,107,1381)
listing-line: 10 C -2.44959 0.19858 0.09684 0.28935 -0.68069 -0.34415 -7.50412 4.21519 0.08522 xyxy=(6,303,107,306)
listing-line: 36 H 0.51874 0.51578 0.06631 -7.30898 -5.17816 8.78395 -6.65724 0.65230 0.11641 xyxy=(6,591,107,594)
listing-line: 48 C -0.27107 -0.16293 1.65381 8.12620 -0.86319 -6.89198 -0.78887 0.64026 0.88215 xyxy=(6,230,107,232)
listing-line: 12 H -0.49988 3.24314 0.99830 -0.60137 -0.67224 0.69650 -7.21382 -7.98422 0.23359 xyxy=(6,1516,107,1518)
listing-line: 43 H -0.96993 -0.51097 0.66199 9.44007 -2.32828 -1.77152 0.61721 -6.39875 -8.12594 xyxy=(6,1218,107,1220)
listing-line: 48 C 8.91478 5.30487 0.90818 -0.76557 0.64504 -0.24270 -0.44114 -3.70027 -0.30098 xyxy=(6,1033,107,1036)
listing-line: 38 C 4.00137 5.67953 7.58402 5.51732 -3.23663 0.89765 2.40364 0.54398 0.35171 xyxy=(6,397,107,400)
listing-line: 14 H -0.84174 0.20262 -8.04458 -7.27178 -9.48251 -0.48002 0.25775 9.93467 0.49256 xyxy=(6,920,107,922)
listing-line: 1 2 3 4 5 6 7 8 9 xyxy=(6,2162,108,2164)
listing-line: 39 C -0.56246 -0.28456 0.65355 -0.30284 -2.53335 8.31147 -0.61737 0.64826 0.68953 xyxy=(6,2249,107,2251)
listing-line: 39 C 2.49271 -0.43579 -8.26620 -3.79998 -6.26792 3.83616 9.72214 0.05258 0.68645 xyxy=(6,1004,107,1006)
listing-line: 11 H -0.08358 0.85275 0.92283 3.73568 -3.99974 0.03430 3.67755 0.10656 4.60588 xyxy=(6,1513,107,1515)
listing-line: 32 H 5.90312 0.86307 0.12142 -0.27661 -0.15818 3.53258 -0.93983 -7.53498 5.66581 xyxy=(6,1382,107,1384)
listing-line: 42 C -0.10868 -5.62260 1.67284 -0.04350 6.07853 -0.59470 0.00316 6.48337 -2.64095 xyxy=(6,2480,107,2483)
listing-line: 29 C 0.93849 -8.84439 0.87082 -0.88214 9.18390 3.71185 0.83427 0.48048 -8.13640 xyxy=(6,2206,107,2208)
listing-line: 44 C -0.16915 0.42459 5.96519 -0.73978 -0.52258 -0.65312 2.26629 0.28951 -0.58795 xyxy=(6,819,107,822)
listing-line: 45 H -5.51500 0.30047 -3.31096 -5.69659 -0.61275 8.23585 -6.06336 -6.55598 -9.29141 xyxy=(6,1426,107,1428)
listing-line: 56 C -0.07368 -0.19599 -0.36974 0.54088 -0.84686 0.45470 0.25806 -4.05144 -0.72719 xyxy=(6,1462,107,1465)
